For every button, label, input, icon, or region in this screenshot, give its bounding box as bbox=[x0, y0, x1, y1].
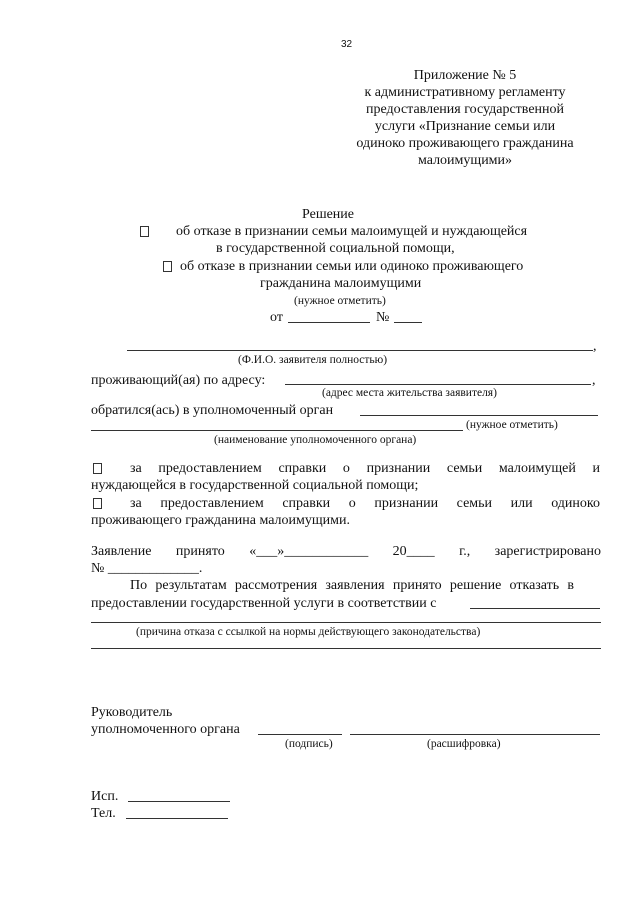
date-field[interactable] bbox=[288, 322, 370, 323]
appendix-line-3: предоставления государственной bbox=[365, 102, 565, 117]
statement-line1: Заявление принято «___»____________ 20____ г., зарегистрировано bbox=[91, 544, 601, 559]
checkbox-refusal-needy[interactable] bbox=[140, 226, 149, 237]
checkbox-refusal-lowincome[interactable] bbox=[163, 261, 172, 272]
address-field[interactable] bbox=[285, 384, 591, 385]
review-line2: предоставлении государственной услуги в соответствии с bbox=[91, 596, 437, 611]
head-label-2: уполномоченного органа bbox=[91, 722, 240, 737]
organ-field-1[interactable] bbox=[360, 415, 598, 416]
for-opt2-line1: за предоставлением справки о признании семьи или одиноко bbox=[130, 496, 600, 511]
option2-line1: об отказе в признании семьи или одиноко проживающего bbox=[180, 259, 524, 274]
decision-title: Решение bbox=[302, 207, 355, 222]
number-label: № bbox=[376, 310, 390, 325]
appendix-line-6: малоимущими» bbox=[417, 153, 513, 168]
appendix-block bbox=[340, 67, 590, 169]
tel-label: Тел. bbox=[91, 806, 116, 821]
fio-field[interactable] bbox=[127, 350, 593, 351]
address-caption: (адрес места жительства заявителя) bbox=[322, 387, 497, 399]
decode-caption: (расшифровка) bbox=[427, 738, 501, 750]
from-label: от bbox=[270, 310, 283, 325]
appendix-line-1: Приложение № 5 bbox=[413, 68, 517, 83]
organ-caption: (наименование уполномоченного органа) bbox=[214, 434, 417, 446]
sign-caption: (подпись) bbox=[285, 738, 333, 750]
mark-needed-note: (нужное отметить) bbox=[294, 295, 386, 307]
checkbox-certificate-lowincome[interactable] bbox=[93, 498, 102, 509]
statement-line2: № _____________. bbox=[91, 561, 203, 576]
applied-label: обратился(ась) в уполномоченный орган bbox=[91, 403, 334, 418]
address-label: проживающий(ая) по адресу: bbox=[91, 373, 266, 388]
reason-caption: (причина отказа с ссылкой на нормы действующего законодательства) bbox=[136, 626, 481, 638]
appendix-line-4: услуги «Признание семьи или bbox=[374, 119, 556, 134]
appendix-line-5: одиноко проживающего гражданина bbox=[356, 136, 574, 151]
review-line1: По результатам рассмотрения заявления принято решение отказать в bbox=[130, 578, 574, 593]
fio-caption: (Ф.И.О. заявителя полностью) bbox=[238, 354, 388, 366]
organ-field-2[interactable] bbox=[91, 430, 463, 431]
signature-field[interactable] bbox=[258, 734, 342, 735]
tel-field[interactable] bbox=[126, 818, 228, 819]
for-opt1-line2: нуждающейся в государственной социальной помощи; bbox=[91, 478, 419, 493]
isp-field[interactable] bbox=[128, 801, 230, 802]
checkbox-certificate-needy[interactable] bbox=[93, 463, 102, 474]
head-label-1: Руководитель bbox=[91, 705, 173, 720]
address-comma: , bbox=[592, 373, 596, 388]
option1-line1: об отказе в признании семьи малоимущей и нуждающейся bbox=[176, 224, 528, 239]
basis-field-1[interactable] bbox=[470, 608, 600, 609]
for-opt2-line2: проживающего гражданина малоимущими. bbox=[91, 513, 351, 528]
basis-field-2[interactable] bbox=[91, 622, 601, 623]
option1-line2: в государственной социальной помощи, bbox=[216, 241, 455, 256]
isp-label: Исп. bbox=[91, 789, 119, 804]
appendix-line-2: к административному регламенту bbox=[364, 85, 566, 100]
option2-line2: гражданина малоимущими bbox=[260, 276, 422, 291]
for-opt1-line1: за предоставлением справки о признании семьи малоимущей и bbox=[130, 461, 600, 476]
decode-field[interactable] bbox=[350, 734, 600, 735]
page-number: 32 bbox=[341, 39, 353, 50]
fio-comma: , bbox=[593, 339, 597, 354]
applied-note: (нужное отметить) bbox=[466, 419, 558, 431]
reason-field[interactable] bbox=[91, 648, 601, 649]
number-field[interactable] bbox=[394, 322, 422, 323]
